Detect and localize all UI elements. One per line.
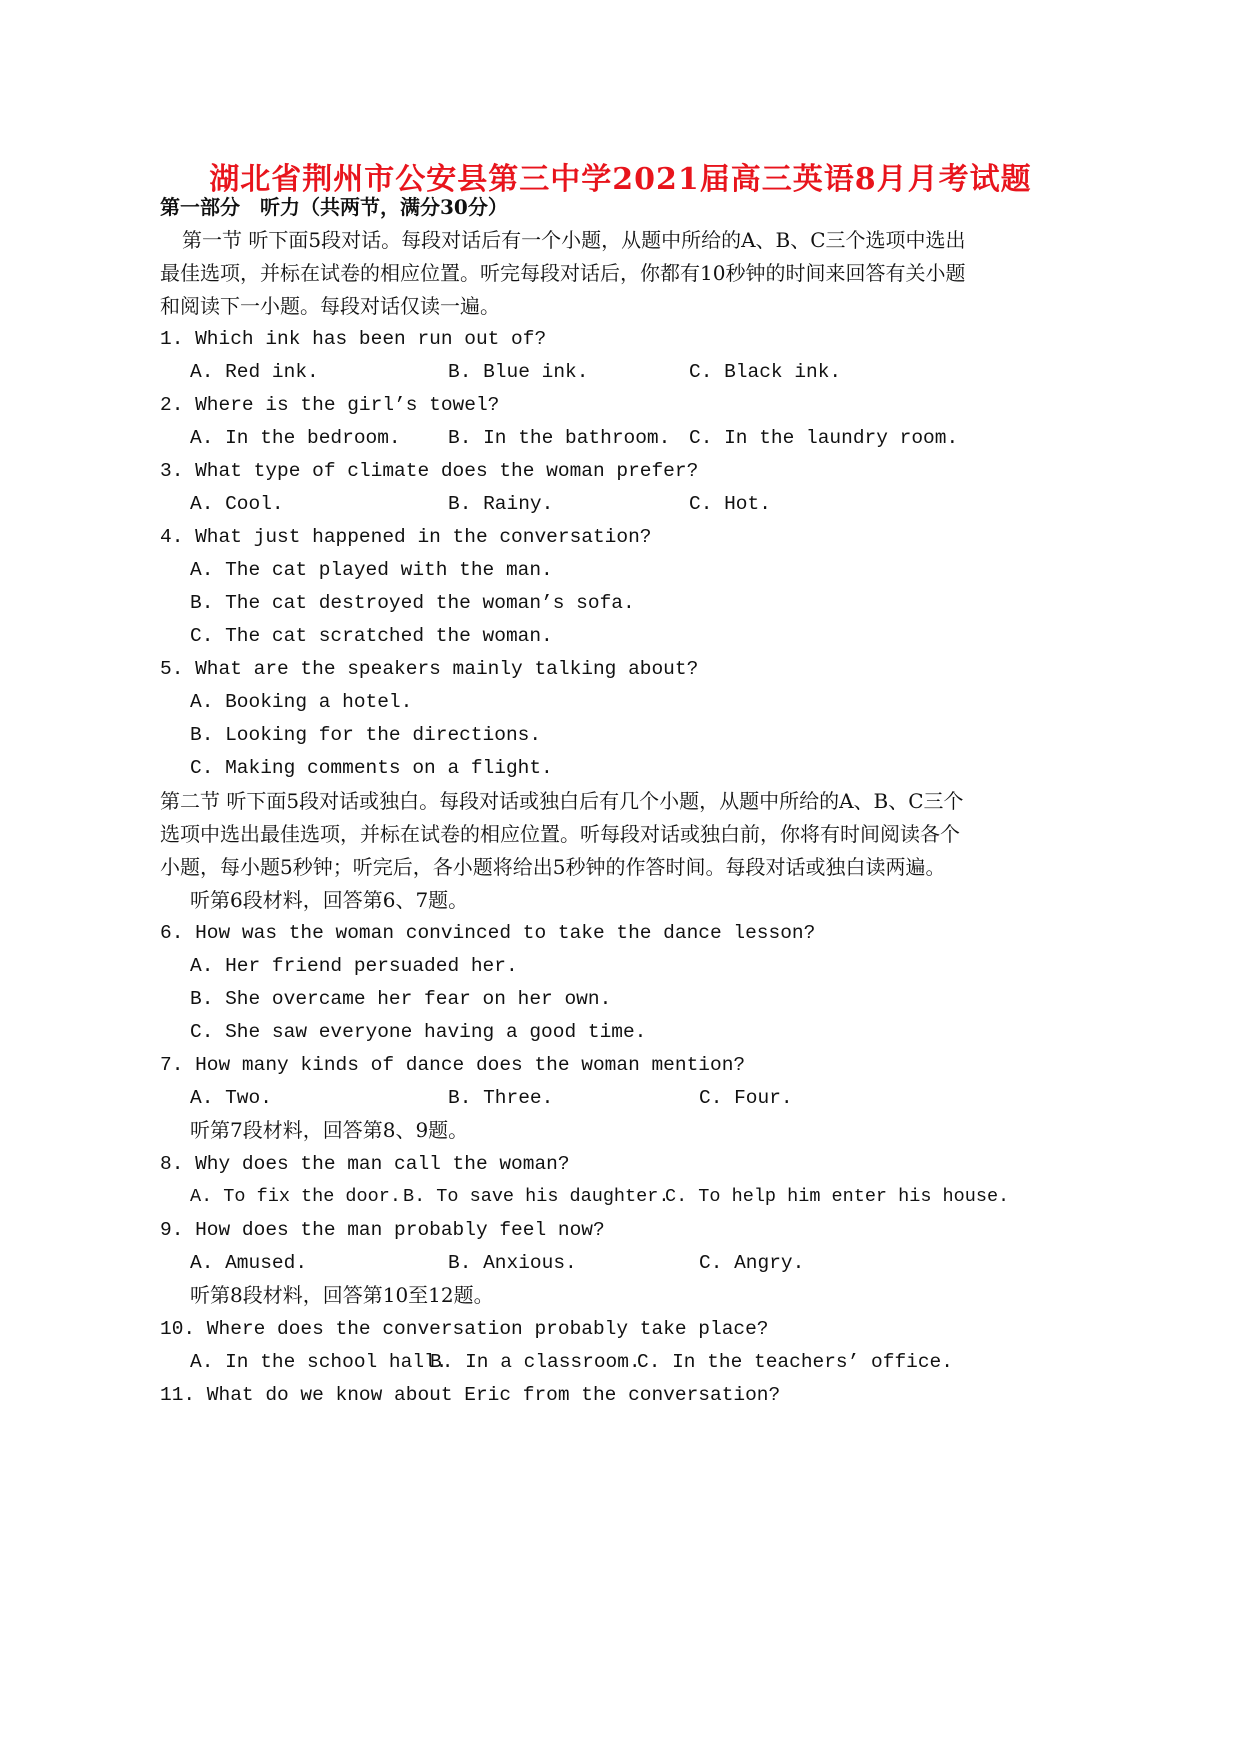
question-2: 2. Where is the girl’s towel? <box>160 394 500 416</box>
q4-option-b: B. The cat destroyed the woman’s sofa. <box>190 592 635 614</box>
question-11: 11. What do we know about Eric from the conversation? <box>160 1384 781 1406</box>
q8-option-a: A. To fix the door. <box>190 1186 401 1207</box>
q10-option-a: A. In the school hall. <box>190 1351 448 1373</box>
question-4: 4. What just happened in the conversation? <box>160 526 652 548</box>
question-7: 7. How many kinds of dance does the woman mention? <box>160 1054 746 1076</box>
section1-instructions-line2: 最佳选项，并标在试卷的相应位置。听完每段对话后，你都有10秒钟的时间来回答有关小题 <box>160 261 966 285</box>
q2-option-b: B. In the bathroom. <box>448 427 671 449</box>
section2-instructions-line2: 选项中选出最佳选项，并标在试卷的相应位置。听每段对话或独白前，你将有时间阅读各个 <box>160 822 960 846</box>
q2-option-c: C. In the laundry room. <box>689 427 959 449</box>
q7-option-b: B. Three. <box>448 1087 554 1109</box>
q3-option-b: B. Rainy. <box>448 493 554 515</box>
q9-option-a: A. Amused. <box>190 1252 308 1274</box>
q3-option-c: C. Hot. <box>689 493 771 515</box>
q10-option-b: B. In a classroom. <box>430 1351 641 1373</box>
q6-option-a: A. Her friend persuaded her. <box>190 955 518 977</box>
q2-option-a: A. In the bedroom. <box>190 427 401 449</box>
q9-option-c: C. Angry. <box>699 1252 805 1274</box>
question-3: 3. What type of climate does the woman prefer? <box>160 460 699 482</box>
q1-option-b: B. Blue ink. <box>448 361 589 383</box>
q8-option-b: B. To save his daughter. <box>403 1186 670 1207</box>
q9-option-b: B. Anxious. <box>448 1252 577 1274</box>
exam-title: 湖北省荆州市公安县第三中学2021届高三英语8月月考试题 <box>209 162 1032 197</box>
segment-7-note: 听第7段材料，回答第8、9题。 <box>190 1118 469 1142</box>
q7-option-a: A. Two. <box>190 1087 272 1109</box>
question-10: 10. Where does the conversation probably take place? <box>160 1318 769 1340</box>
q10-option-c: C. In the teachers’ office. <box>637 1351 953 1373</box>
section2-instructions-line1: 第二节 听下面5段对话或独白。每段对话或独白后有几个小题，从题中所给的A、B、C三个 <box>160 789 964 813</box>
segment-8-note: 听第8段材料，回答第10至12题。 <box>190 1283 494 1307</box>
q4-option-c: C. The cat scratched the woman. <box>190 625 553 647</box>
q1-option-a: A. Red ink. <box>190 361 319 383</box>
question-8: 8. Why does the man call the woman? <box>160 1153 570 1175</box>
q5-option-a: A. Booking a hotel. <box>190 691 413 713</box>
q6-option-c: C. She saw everyone having a good time. <box>190 1021 647 1043</box>
q4-option-a: A. The cat played with the man. <box>190 559 553 581</box>
section1-instructions-line1: 第一节 听下面5段对话。每段对话后有一个小题，从题中所给的A、B、C三个选项中选出 <box>182 228 966 252</box>
segment-6-note: 听第6段材料，回答第6、7题。 <box>190 888 469 912</box>
question-6: 6. How was the woman convinced to take the dance lesson? <box>160 922 816 944</box>
q7-option-c: C. Four. <box>699 1087 793 1109</box>
question-1: 1. Which ink has been run out of? <box>160 328 547 350</box>
q6-option-b: B. She overcame her fear on her own. <box>190 988 612 1010</box>
q8-option-c: C. To help him enter his house. <box>665 1186 1010 1207</box>
q3-option-a: A. Cool. <box>190 493 284 515</box>
q1-option-c: C. Black ink. <box>689 361 842 383</box>
section2-instructions-line3: 小题，每小题5秒钟；听完后，各小题将给出5秒钟的作答时间。每段对话或独白读两遍。 <box>160 855 946 879</box>
question-9: 9. How does the man probably feel now? <box>160 1219 605 1241</box>
q5-option-b: B. Looking for the directions. <box>190 724 542 746</box>
question-5: 5. What are the speakers mainly talking about? <box>160 658 699 680</box>
q5-option-c: C. Making comments on a flight. <box>190 757 553 779</box>
section1-instructions-line3: 和阅读下一小题。每段对话仅读一遍。 <box>160 294 500 318</box>
part1-heading: 第一部分 听力（共两节，满分30分） <box>160 195 508 219</box>
